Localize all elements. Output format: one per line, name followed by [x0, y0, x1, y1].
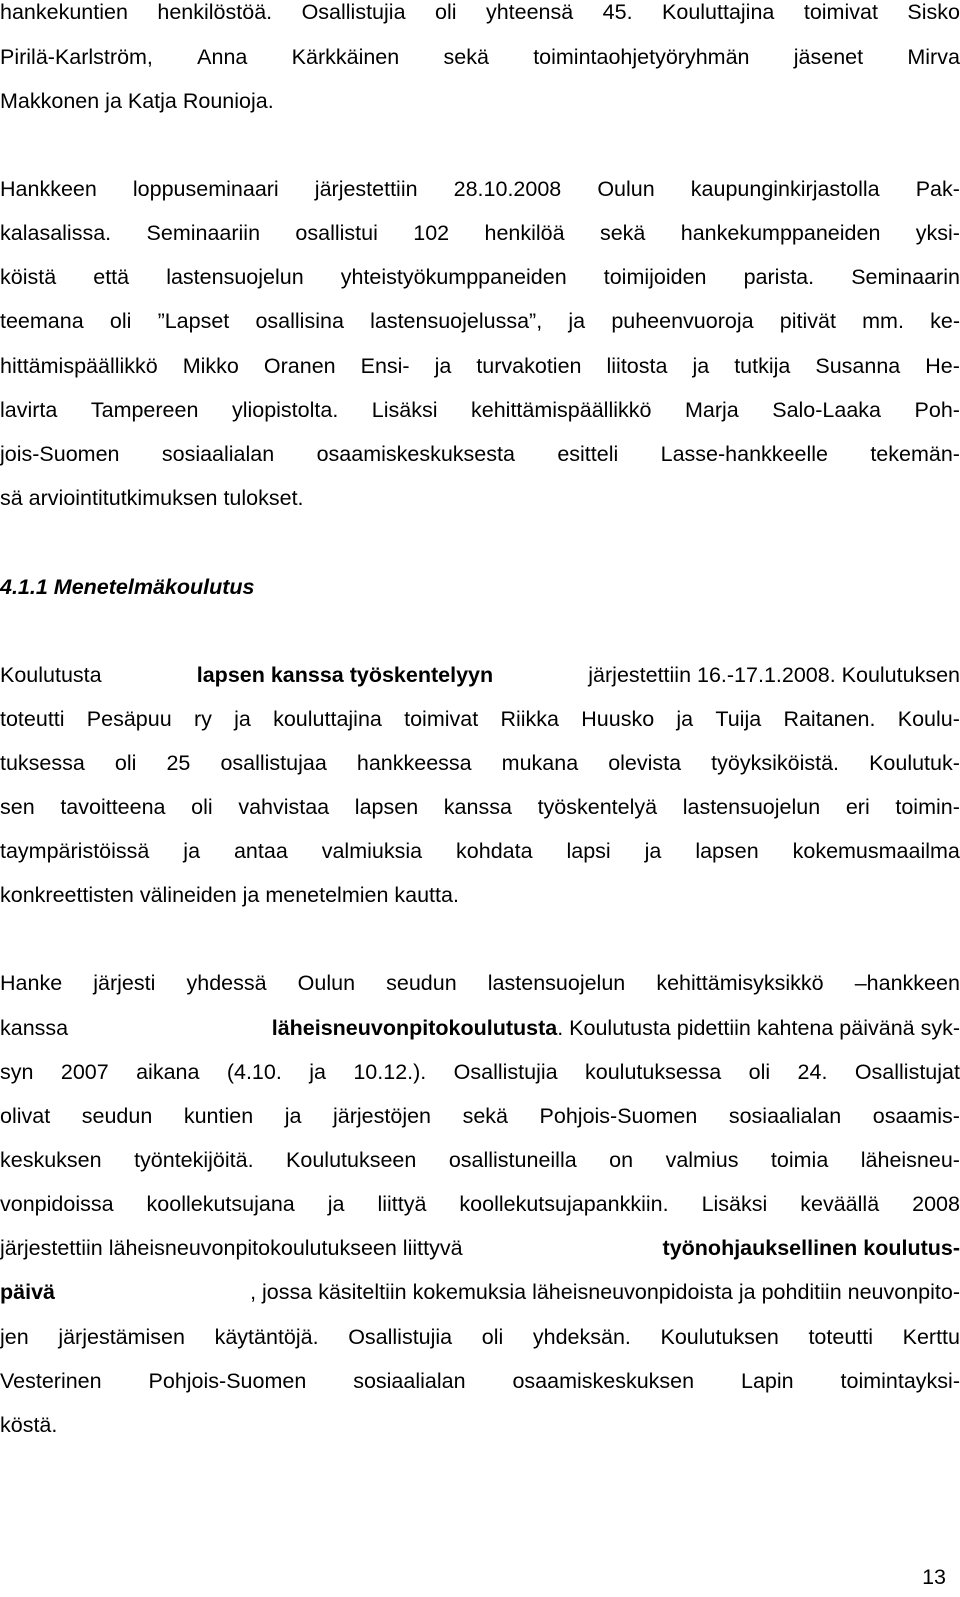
- word: Seminaarin: [851, 265, 960, 289]
- paragraph-2-line-4: [0, 309, 960, 349]
- word: Anna: [197, 45, 248, 69]
- word: sen: [0, 795, 35, 819]
- word: ja: [692, 354, 710, 378]
- paragraph-1-line-2: [0, 45, 960, 85]
- word: ja: [434, 354, 452, 378]
- word: vonpidoissa: [0, 1192, 114, 1216]
- paragraph-4-line-3: [0, 1060, 960, 1100]
- word: Mirva: [907, 45, 960, 69]
- word: puheenvuoroja: [611, 309, 754, 333]
- word: Marja: [684, 398, 739, 422]
- text-run: , jossa käsiteltiin kokemuksia läheisneuvonpidoista ja pohditiin neuvonpito-: [250, 1280, 960, 1304]
- word: 2007: [60, 1060, 109, 1084]
- bold-phrase: lapsen kanssa työskentelyyn: [196, 663, 494, 687]
- word: ja: [327, 1192, 345, 1216]
- word: osaamiskeskuksesta: [316, 442, 515, 466]
- word: osallistujaa: [220, 751, 327, 775]
- word: esitteli: [557, 442, 619, 466]
- word: järjestämisen: [58, 1325, 185, 1349]
- word: lastensuojelussa”,: [370, 309, 543, 333]
- word: Vesterinen: [0, 1369, 102, 1393]
- word: valmius: [665, 1148, 739, 1172]
- paragraph-4-line-4: [0, 1104, 960, 1144]
- word: ry: [193, 707, 212, 731]
- word: 28.10.2008: [453, 177, 562, 201]
- bold-phrase: päivä: [0, 1280, 55, 1304]
- word: oli: [191, 795, 213, 819]
- word: valmiuksia: [321, 839, 423, 863]
- word: kuntien: [183, 1104, 254, 1128]
- word: Koulutuksen: [660, 1325, 779, 1349]
- word: 10.12.).: [353, 1060, 427, 1084]
- word: eri: [845, 795, 870, 819]
- word: toteutti: [0, 707, 65, 731]
- paragraph-4-line-11: [0, 1413, 960, 1453]
- word: koollekutsujana: [146, 1192, 295, 1216]
- word: Pesäpuu: [86, 707, 172, 731]
- word: toimia: [770, 1148, 829, 1172]
- word: osaamiskeskuksen: [512, 1369, 695, 1393]
- word: Osallistujia: [348, 1325, 453, 1349]
- line-text: Makkonen ja Katja Rounioja.: [0, 89, 274, 113]
- word: yhteensä: [485, 0, 574, 24]
- word: ja: [284, 1104, 302, 1128]
- word: 45.: [602, 0, 633, 24]
- paragraph-2-line-2: [0, 221, 960, 261]
- word: ja: [644, 839, 662, 863]
- word: Osallistujia: [301, 0, 406, 24]
- word: osallisina: [255, 309, 344, 333]
- word: 2008: [912, 1192, 960, 1216]
- word: Koulu-: [897, 707, 960, 731]
- word: oli: [434, 0, 457, 24]
- word: oli: [114, 751, 137, 775]
- word: työskentelyä: [537, 795, 658, 819]
- word: oli: [109, 309, 132, 333]
- paragraph-4-line-7: [0, 1236, 960, 1276]
- word: läheisneu-: [860, 1148, 960, 1172]
- word: Tuija: [715, 707, 762, 731]
- word: Koulutukseen: [286, 1148, 417, 1172]
- word: osallistui: [295, 221, 378, 245]
- word: lastensuojelun: [682, 795, 821, 819]
- paragraph-4-line-10: [0, 1369, 960, 1409]
- word: Susanna: [815, 354, 901, 378]
- word: kouluttajina: [273, 707, 382, 731]
- word: (4.10.: [226, 1060, 282, 1084]
- text-run: . Koulutusta pidettiin kahtena päivänä syk-: [557, 1016, 960, 1040]
- word: vahvistaa: [238, 795, 330, 819]
- word: Osallistujat: [854, 1060, 960, 1084]
- word: Oranen: [263, 354, 336, 378]
- line-text: köstä.: [0, 1413, 58, 1437]
- text-run: järjestettiin läheisneuvonpitokoulutukseen liittyvä: [0, 1236, 469, 1260]
- word: sekä: [443, 45, 489, 69]
- word: toimintaohjetyöryhmän: [533, 45, 750, 69]
- word: yhteistyökumppaneiden: [340, 265, 567, 289]
- paragraph-3-line-6: [0, 883, 960, 923]
- paragraph-2-line-8: [0, 486, 960, 526]
- word: toteutti: [808, 1325, 873, 1349]
- word: koollekutsujapankkiin.: [459, 1192, 669, 1216]
- page-number: 13: [922, 1565, 946, 1589]
- word: oli: [748, 1060, 771, 1084]
- word: Seminaariin: [146, 221, 261, 245]
- word: olevista: [608, 751, 682, 775]
- word: loppuseminaari: [132, 177, 279, 201]
- word: He-: [925, 354, 960, 378]
- paragraph-4-line-9: [0, 1325, 960, 1365]
- word: keväällä: [800, 1192, 880, 1216]
- word: ja: [309, 1060, 326, 1084]
- word: yksi-: [915, 221, 960, 245]
- line-text: sä arviointitutkimuksen tulokset.: [0, 486, 304, 510]
- word: tutkija: [734, 354, 791, 378]
- word: 102: [413, 221, 450, 245]
- word: kehittämisyksikkö: [656, 971, 824, 995]
- paragraph-1-line-1: [0, 0, 960, 40]
- word: 25: [166, 751, 191, 775]
- word: koulutuksessa: [585, 1060, 722, 1084]
- word: ”Lapset: [157, 309, 230, 333]
- paragraph-4-line-6: [0, 1192, 960, 1232]
- word: lastensuojelun: [487, 971, 626, 995]
- word: sosiaalialan: [161, 442, 275, 466]
- paragraph-3-line-2: [0, 707, 960, 747]
- word: Huusko: [581, 707, 655, 731]
- word: Tampereen: [90, 398, 199, 422]
- word: toimin-: [895, 795, 960, 819]
- word: sekä: [599, 221, 646, 245]
- paragraph-2-line-5: [0, 354, 960, 394]
- word: liittyä: [377, 1192, 427, 1216]
- paragraph-1-line-3: [0, 89, 960, 129]
- word: ja: [568, 309, 586, 333]
- word: järjestöjen: [333, 1104, 432, 1128]
- word: hittämispäällikkö: [0, 354, 158, 378]
- word: kalasalissa.: [0, 221, 112, 245]
- word: osallistuneilla: [448, 1148, 577, 1172]
- word: Hankkeen: [0, 177, 97, 201]
- word: oli: [481, 1325, 504, 1349]
- word: että: [93, 265, 130, 289]
- word: aikana: [136, 1060, 200, 1084]
- word: toimijoiden: [603, 265, 707, 289]
- word: ja: [676, 707, 694, 731]
- word: kanssa: [0, 1016, 69, 1040]
- word: lapsen: [354, 795, 419, 819]
- word: työyksiköistä.: [711, 751, 840, 775]
- word: ke-: [930, 309, 960, 333]
- word: toimivat: [803, 0, 878, 24]
- word: hankekumppaneiden: [680, 221, 881, 245]
- word: käytäntöjä.: [214, 1325, 319, 1349]
- word: Oulun: [597, 177, 655, 201]
- word: lapsi: [566, 839, 611, 863]
- word: ja: [234, 707, 251, 731]
- word: jen: [0, 1325, 29, 1349]
- bold-phrase: työnohjauksellinen koulutus-: [662, 1236, 960, 1260]
- word: kohdata: [456, 839, 533, 863]
- word: toimivat: [404, 707, 479, 731]
- word: mukana: [501, 751, 579, 775]
- word: olivat: [0, 1104, 51, 1128]
- word: parista.: [743, 265, 815, 289]
- word: kaupunginkirjastolla: [690, 177, 880, 201]
- paragraph-4-line-2: [0, 1016, 960, 1056]
- word: Ensi-: [360, 354, 410, 378]
- word: yhdessä: [186, 971, 267, 995]
- paragraph-4-line-8: [0, 1280, 960, 1320]
- paragraph-3-line-5: [0, 839, 960, 879]
- word: tavoitteena: [60, 795, 166, 819]
- word: Oulun: [297, 971, 356, 995]
- word: hankekuntien: [0, 0, 128, 24]
- word: kehittämispäällikkö: [471, 398, 652, 422]
- text-run: Koulutusta: [0, 663, 108, 687]
- word: syn: [0, 1060, 34, 1084]
- paragraph-2-line-1: [0, 177, 960, 217]
- word: toimintayksi-: [840, 1369, 960, 1393]
- word: mm.: [862, 309, 904, 333]
- word: lastensuojelun: [166, 265, 304, 289]
- section-heading: 4.1.1 Menetelmäkoulutus: [0, 575, 255, 599]
- word: seudun: [386, 971, 457, 995]
- word: työntekijöitä.: [134, 1148, 254, 1172]
- word: järjesti: [93, 971, 156, 995]
- word: Pohjois-Suomen: [539, 1104, 698, 1128]
- word: Pirilä-Karlström,: [0, 45, 153, 69]
- paragraph-2-line-3: [0, 265, 960, 305]
- line-text: konkreettisten välineiden ja menetelmien kautta.: [0, 883, 459, 907]
- text-run: järjestettiin 16.-17.1.2008. Koulutuksen: [582, 663, 960, 687]
- paragraph-3-line-3: [0, 751, 960, 791]
- word: Lisäksi: [371, 398, 438, 422]
- word: seudun: [81, 1104, 153, 1128]
- word: Hanke: [0, 971, 63, 995]
- word: kanssa: [443, 795, 512, 819]
- word: Raitanen.: [783, 707, 876, 731]
- paragraph-2-line-7: [0, 442, 960, 482]
- word: 24.: [797, 1060, 828, 1084]
- word: Sisko: [907, 0, 960, 24]
- word: sosiaalialan: [353, 1369, 466, 1393]
- word: tuksessa: [0, 751, 85, 775]
- word: keskuksen: [0, 1148, 102, 1172]
- paragraph-4-line-1: [0, 971, 960, 1011]
- word: pitivät: [779, 309, 836, 333]
- word: Pohjois-Suomen: [148, 1369, 307, 1393]
- word: turvakotien: [476, 354, 582, 378]
- word: sosiaalialan: [728, 1104, 842, 1128]
- word: tekemän-: [870, 442, 960, 466]
- word: järjestettiin: [314, 177, 418, 201]
- word: henkilöstöä.: [157, 0, 273, 24]
- word: ja: [183, 839, 201, 863]
- paragraph-3-line-4: [0, 795, 960, 835]
- word: Kerttu: [902, 1325, 960, 1349]
- word: köistä: [0, 265, 57, 289]
- word: Lapin: [741, 1369, 794, 1393]
- word: on: [609, 1148, 634, 1172]
- word: jäsenet: [793, 45, 864, 69]
- word: Lisäksi: [701, 1192, 768, 1216]
- word: hankkeessa: [356, 751, 472, 775]
- paragraph-4-line-5: [0, 1148, 960, 1188]
- word: yhdeksän.: [532, 1325, 631, 1349]
- word: Lasse-hankkeelle: [660, 442, 828, 466]
- word: Kärkkäinen: [291, 45, 400, 69]
- word: –hankkeen: [854, 971, 960, 995]
- word: taympäristöissä: [0, 839, 150, 863]
- word: Pak-: [915, 177, 960, 201]
- bold-phrase: läheisneuvonpitokoulutusta: [271, 1016, 558, 1040]
- word: Osallistujia: [453, 1060, 558, 1084]
- word: jois-Suomen: [0, 442, 120, 466]
- paragraph-2-line-6: [0, 398, 960, 438]
- word: Poh-: [914, 398, 960, 422]
- word: antaa: [233, 839, 288, 863]
- word: kokemusmaailma: [792, 839, 960, 863]
- word: Riikka: [500, 707, 559, 731]
- word: Kouluttajina: [662, 0, 775, 24]
- word: lapsen: [695, 839, 759, 863]
- word: teemana: [0, 309, 84, 333]
- word: osaamis-: [872, 1104, 960, 1128]
- word: yliopistolta.: [231, 398, 339, 422]
- paragraph-3-line-1: [0, 663, 960, 703]
- word: Koulutuk-: [869, 751, 960, 775]
- word: Salo-Laaka: [772, 398, 882, 422]
- word: lavirta: [0, 398, 58, 422]
- word: Mikko: [182, 354, 239, 378]
- word: sekä: [462, 1104, 508, 1128]
- word: henkilöä: [484, 221, 565, 245]
- word: liitosta: [606, 354, 668, 378]
